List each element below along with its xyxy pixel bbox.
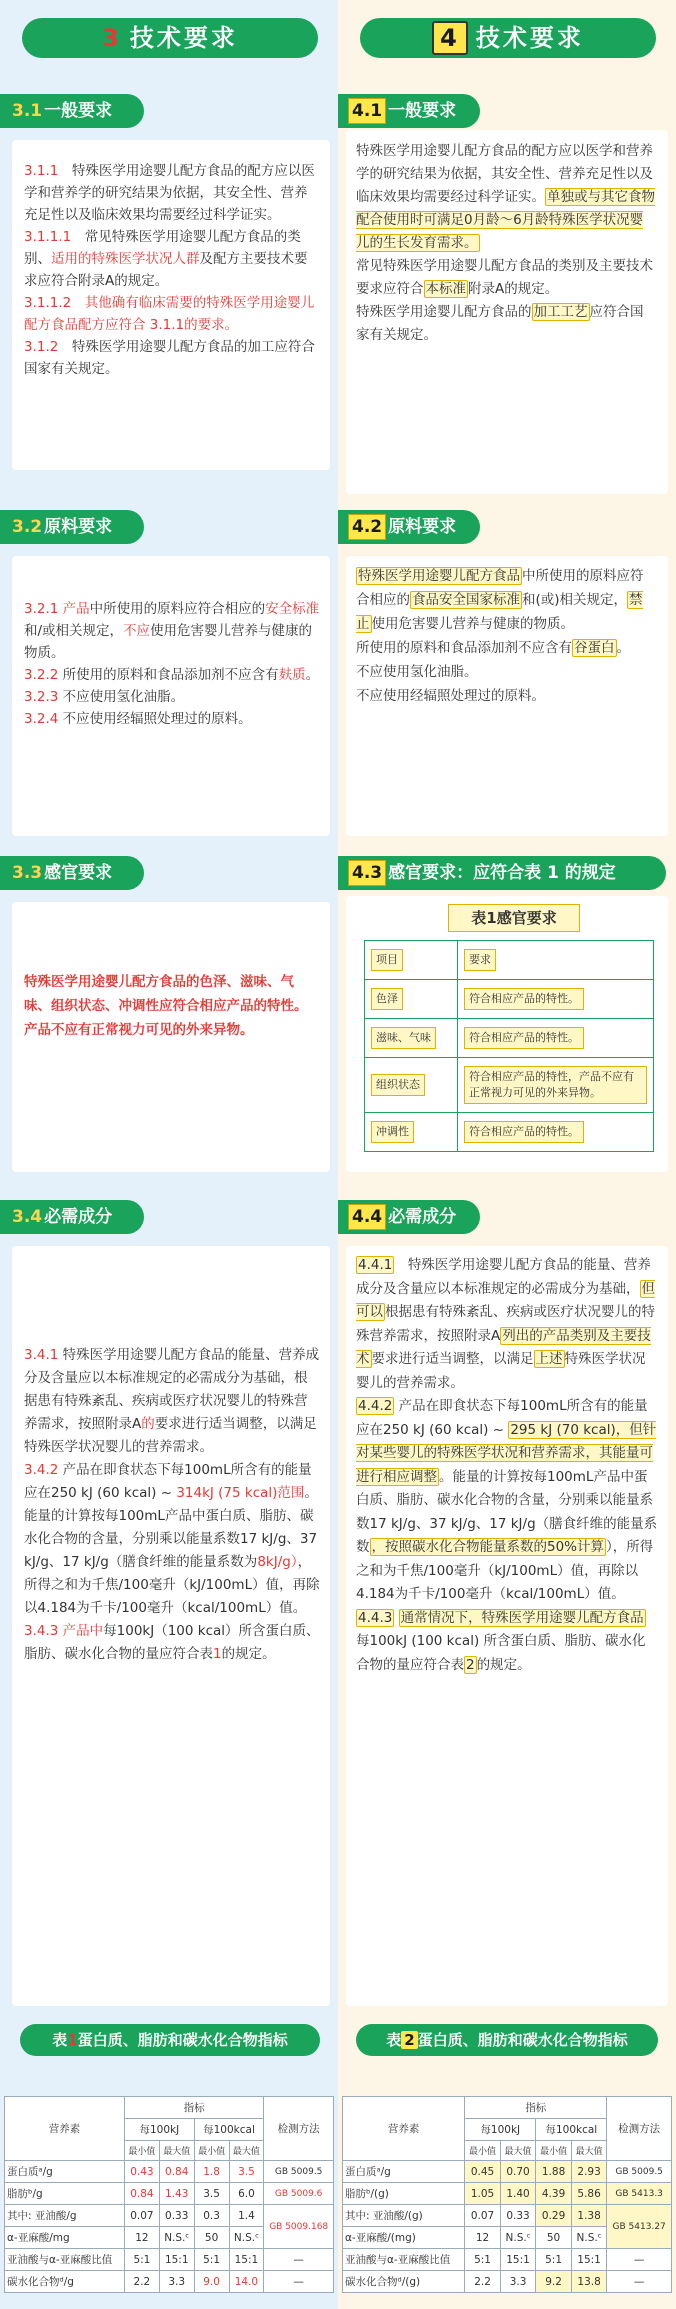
table-cell: 0.84 [159,2161,194,2183]
clause-number: 3.2.3 [24,689,59,705]
clause-text: 不应使用氢化油脂。 [356,664,478,680]
highlighted-text: 上述 [535,1351,563,1367]
section-3-2-text [24,598,320,730]
clause-red-text: 产品 [62,601,90,617]
nutrient-name: 其中: 亚油酸/g [5,2205,125,2227]
method-cell: — [607,2249,672,2271]
table-cell: 0.43 [124,2161,159,2183]
clause-text: 产品在即食状态下每100mL所含有的能量应在250 kJ (60 kcal) ~ [24,1462,312,1501]
col-per-kj: 每100kJ [124,2119,194,2141]
nutrient-name: α-亚麻酸/mg [5,2227,125,2249]
highlighted-text: 禁止 [356,592,643,632]
left-nutrient-table [4,2096,334,2293]
method-cell: GB 5009.168 [264,2205,334,2249]
clause-red-text: 3.1.1.2 其他确有临床需要的特殊医学用途婴儿配方食品配方应符合 3.1.1的要求。 [24,295,315,333]
section-4-1-text [356,140,656,347]
col-index: 指标 [465,2097,607,2119]
table-row [365,1058,654,1113]
clause-text: 特殊医学用途婴儿配方食品的配方应以医学和营养学的研究结果为依据，其安全性、营养充足性以及临床效果均需要经过科学证实。 [24,163,315,223]
table-cell: 0.33 [159,2205,194,2227]
clause-text: 要求进行适当调整，以满足 [371,1351,534,1367]
table-cell: 0.45 [465,2161,501,2183]
right-banner-number: 4 [432,21,468,55]
table-title-number: 2 [401,2031,417,2049]
clause-text: 中所使用的原料应符合相应的 [89,601,266,617]
table-row [5,2271,334,2293]
clause-red-text: 适用的特殊医学状况人群 [51,251,200,267]
clause-text: 要求进行适当调整，以满足特殊医学状况婴儿的营养需求。 [24,1416,317,1455]
table-cell: 15:1 [571,2249,607,2271]
section-title: 原料要求 [44,517,113,537]
section-3-3-header [0,856,144,890]
method-cell: GB 5413.3 [607,2183,672,2205]
col-min: 最小值 [536,2141,572,2161]
right-nutrient-table [342,2096,672,2293]
col-index: 指标 [124,2097,263,2119]
clause-text: 特殊医学用途婴儿配方食品的能量、营养成分及含量应以本标准规定的必需成分为基础， [356,1257,651,1297]
section-3-4-header [0,1200,144,1234]
clause-red-text: 产品中 [62,1623,104,1639]
method-cell: GB 5009.5 [264,2161,334,2183]
section-title: 必需成分 [44,1207,113,1227]
nutrient-name: 碳水化合物ᵈ/g [5,2271,125,2293]
col-min: 最小值 [465,2141,501,2161]
table-cell: 1.4 [229,2205,264,2227]
col-nutrient: 营养素 [5,2097,125,2161]
table-row [5,2161,334,2183]
method-cell: — [264,2271,334,2293]
clause-text: 根据患有特殊紊乱、疾病或医疗状况婴儿的特殊营养需求，按照附录A [356,1304,655,1344]
section-4-2-text [356,564,656,708]
table-title-text: 蛋白质、脂肪和碳水化合物指标 [77,2031,288,2049]
clause-number: 3.4.1 [24,1347,59,1363]
col-per-kcal: 每100kcal [194,2119,264,2141]
highlighted-text: 列出的产品类别及主要技术 [356,1327,651,1367]
table-title-text: 蛋白质、脂肪和碳水化合物指标 [417,2031,628,2049]
highlighted-text: 295 kJ (70 kcal)，但针对某些婴儿的特殊医学状况和营养需求，其能量可进行相应调整 [356,1421,657,1485]
table-cell: 1.38 [571,2205,607,2227]
table-cell: 符合相应产品的特性。 [464,1121,584,1143]
clause-number: 3.1.1 [24,163,59,179]
clause-red-text: 的 [141,1416,155,1432]
clause-number: 3.4.3 [24,1623,59,1639]
clause-red-text: 1 [213,1646,222,1662]
section-title: 感官要求：应符合表 1 的规定 [388,863,616,883]
clause-text: 特殊医学用途婴儿配方食品的加工应符合国家有关规定。 [24,339,315,377]
nutrient-name: 脂肪ᵇ/(g) [343,2183,465,2205]
clause-red-text: 8kJ/g） [257,1554,298,1570]
nutrient-name: 蛋白质ᵃ/g [343,2161,465,2183]
section-number: 4.1 [348,98,386,124]
table-row [343,2205,672,2227]
table-title-prefix: 表 [52,2031,68,2049]
table-cell: 1.88 [536,2161,572,2183]
section-3-1-header [0,94,144,128]
clause-text: 的规定。 [221,1646,276,1662]
highlighted-text: 谷蛋白 [574,640,615,656]
method-cell: GB 5413.27 [607,2205,672,2249]
table-cell: 1.43 [159,2183,194,2205]
table-cell: 9.0 [194,2271,229,2293]
clause-text: ），所得之和为千焦/100毫升（kJ/100mL）值，再除以4.184为千卡/100毫升（kcal/100mL）值。 [356,1539,654,1602]
clause-number: 3.2.2 [24,667,59,683]
table-cell: 符合相应产品的特性。 [464,1027,584,1049]
method-cell: GB 5009.5 [607,2161,672,2183]
table-row [5,2205,334,2227]
clause-text: 不应使用氢化油脂。 [62,689,185,705]
table-cell: N.S.ᶜ [229,2227,264,2249]
nutrient-name: 碳水化合物ᵈ/(g) [343,2271,465,2293]
clause-number: 4.4.1 [358,1257,393,1273]
clause-text: 中所使用的原料应符合相应的 [356,568,644,608]
table-cell: 12 [465,2227,501,2249]
clause-red-text: 麸质 [278,667,306,683]
table-cell: 0.70 [500,2161,536,2183]
method-cell: GB 5009.6 [264,2183,334,2205]
section-number: 4.2 [348,514,386,540]
table-cell: 3.3 [159,2271,194,2293]
table-cell: 0.07 [465,2205,501,2227]
clause-number: 3.2.4 [24,711,59,727]
section-title: 一般要求 [44,101,113,121]
table-cell: 色泽 [371,988,403,1010]
table-header: 要求 [464,949,496,971]
section-4-4-text [356,1254,658,1677]
clause-text: 不应使用经辐照处理过的原料。 [62,711,252,727]
section-3-2-header [0,510,144,544]
col-max: 最大值 [159,2141,194,2161]
table-cell: 3.5 [194,2183,229,2205]
table-cell: N.S.ᶜ [571,2227,607,2249]
section-4-2-header [338,510,480,544]
left-banner-number: 3 [102,24,122,52]
section-3-1-text [24,160,320,380]
section-3-3-text: 特殊医学用途婴儿配方食品的色泽、滋味、气味、组织状态、冲调性应符合相应产品的特性。产品不应有正常视力可见的外来异物。 [24,974,308,1038]
table-row [343,2271,672,2293]
section-title: 必需成分 [388,1207,457,1227]
sensory-table [364,940,654,1152]
clause-text: 应符合国家有关规定。 [356,304,644,343]
clause-text: 。 [305,667,320,683]
clause-number: 3.4.2 [24,1462,59,1478]
clause-text: 常见特殊医学用途婴儿配方食品的类别、 [24,229,301,267]
col-max: 最大值 [229,2141,264,2161]
clause-number: 4.4.3 [358,1609,393,1626]
method-cell: — [607,2271,672,2293]
clause-text: 特殊医学用途婴儿配方食品的能量、营养成分及含量应以本标准规定的必需成分为基础，根据患有特殊紊乱、疾病或医疗状况婴儿的特殊营养需求，按照附录A [24,1347,320,1432]
table-cell: 0.29 [536,2205,572,2227]
section-title: 感官要求 [44,863,113,883]
col-max: 最大值 [571,2141,607,2161]
clause-text: 。 [616,640,630,656]
table-title-number: 1 [67,2031,78,2049]
nutrient-name: 亚油酸与α-亚麻酸比值 [5,2249,125,2271]
table-cell: 1.8 [194,2161,229,2183]
table-cell: 9.2 [536,2271,572,2293]
clause-red-text: 安全标准 [265,601,320,617]
highlighted-text: 通常情况下，特殊医学用途婴儿配方食品 [400,1609,644,1626]
table-row [343,2161,672,2183]
clause-number: 3.1.2 [24,339,59,355]
nutrient-name: α-亚麻酸/(mg) [343,2227,465,2249]
nutrient-name: 脂肪ᵇ/g [5,2183,125,2205]
table-title-prefix: 表 [386,2031,402,2049]
table-row [365,980,654,1019]
clause-text: ，所得之和为千焦/100毫升（kJ/100mL）值，再除以4.184为千卡/100毫升（kcal/100mL）值。 [24,1554,320,1616]
table-cell: 5:1 [465,2249,501,2271]
highlighted-text: 但可以 [356,1280,655,1320]
table-cell: 冲调性 [371,1121,414,1143]
table-cell: 15:1 [229,2249,264,2271]
highlighted-text: ，按照碳水化合物能量系数的50%计算 [371,1539,605,1555]
table-cell: 2.93 [571,2161,607,2183]
left-banner-title: 技术要求 [129,24,238,52]
clause-red-text: 不应 [123,623,151,639]
clause-text: 附录A的规定。 [468,281,559,297]
right-banner-title: 技术要求 [475,24,584,52]
section-4-1-header [338,94,480,128]
section-title: 原料要求 [388,517,457,537]
clause-text: 不应使用经辐照处理过的原料。 [356,688,545,704]
clause-number: 3.2.1 [24,601,59,617]
clause-text: 所使用的原料和食品添加剂不应含有 [356,640,572,656]
table-row [5,2183,334,2205]
table-cell: 2.2 [124,2271,159,2293]
table-cell: 15:1 [159,2249,194,2271]
table-row [365,941,654,980]
table-cell: N.S.ᶜ [159,2227,194,2249]
table-cell: N.S.ᶜ [500,2227,536,2249]
nutrient-name: 蛋白质ᵃ/g [5,2161,125,2183]
table-cell: 符合相应产品的特性，产品不应有正常视力可见的外来异物。 [464,1066,647,1104]
clause-text: 特殊医学状况婴儿的营养需求。 [356,1351,646,1391]
clause-text: 。能量的计算按每100mL产品中蛋白质、脂肪、碳水化合物的含量，分别乘以能量系数17 kJ/g、37 kJ/g、17 kJ/g（膳食纤维的能量系数 [356,1468,658,1555]
clause-text: 。能量的计算按每100mL产品中蛋白质、脂肪、碳水化合物的含量，分别乘以能量系数17 kJ/g、37 kJ/g、17 kJ/g（膳食纤维的能量系数为 [24,1485,318,1570]
section-number: 4.3 [348,860,386,886]
table-cell: 符合相应产品的特性。 [464,988,584,1010]
col-min: 最小值 [194,2141,229,2161]
col-per-kj: 每100kJ [465,2119,536,2141]
table-cell: 14.0 [229,2271,264,2293]
table-row [365,1113,654,1152]
clause-number: 3.1.1.1 [24,229,72,245]
table-cell: 5:1 [194,2249,229,2271]
nutrient-name: 其中: 亚油酸/(g) [343,2205,465,2227]
table-cell: 0.33 [500,2205,536,2227]
table-cell: 5:1 [536,2249,572,2271]
col-min: 最小值 [124,2141,159,2161]
table-header: 项目 [371,949,403,971]
table-cell: 滋味、气味 [371,1027,436,1049]
clause-text: 每100kJ（100 kcal）所含蛋白质、脂肪、碳水化合物的量应符合表 [24,1623,320,1662]
table-row [343,2249,672,2271]
method-cell: — [264,2249,334,2271]
table-cell: 0.07 [124,2205,159,2227]
table-row [5,2249,334,2271]
table-cell: 12 [124,2227,159,2249]
col-nutrient: 营养素 [343,2097,465,2161]
section-title: 一般要求 [388,101,457,121]
clause-text: 特殊医学用途婴儿配方食品的 [356,304,532,320]
col-per-kcal: 每100kcal [536,2119,607,2141]
col-method: 检测方法 [607,2097,672,2161]
highlighted-text: 加工工艺 [533,304,588,320]
table-cell: 3.3 [500,2271,536,2293]
clause-text: 及配方主要技术要求应符合附录A的规定。 [24,251,308,289]
table-cell: 1.05 [465,2183,501,2205]
highlighted-text: 本标准 [425,281,466,297]
table-cell: 4.39 [536,2183,572,2205]
clause-red-text: 314kJ (75 kcal)范围 [176,1485,305,1501]
section-number: 3.1 [12,101,43,121]
highlighted-text: 食品安全国家标准 [412,592,520,608]
table-cell: 0.84 [124,2183,159,2205]
table-cell: 50 [536,2227,572,2249]
clause-number: 4.4.2 [358,1398,393,1414]
clause-text: 所使用的原料和食品添加剂不应含有 [62,667,279,683]
section-number: 3.3 [12,863,43,883]
highlighted-text: 2 [466,1656,475,1673]
clause-text: 特殊医学用途婴儿配方食品的配方应以医学和营养学的研究结果为依据，其安全性、营养充足性以及临床效果均需要经过科学证实。 [356,143,653,205]
section-number: 4.4 [348,1204,386,1230]
clause-text: 每100kJ (100 kcal) 所含蛋白质、脂肪、碳水化合物的量应符合表 [356,1633,646,1673]
clause-text: 和/或相关规定， [24,623,124,639]
sensory-table-title: 表1感官要求 [448,904,580,932]
clause-text: 产品在即食状态下每100mL所含有的能量应在250 kJ (60 kcal) ~ [356,1398,648,1438]
right-table-title [356,2024,658,2056]
left-banner [22,18,318,58]
col-method: 检测方法 [264,2097,334,2161]
table-cell: 2.2 [465,2271,501,2293]
table-cell: 6.0 [229,2183,264,2205]
table-cell: 50 [194,2227,229,2249]
table-cell: 0.3 [194,2205,229,2227]
table-cell: 15:1 [500,2249,536,2271]
section-number: 3.4 [12,1207,43,1227]
table-cell: 5:1 [124,2249,159,2271]
table-cell: 5.86 [571,2183,607,2205]
clause-text: 的规定。 [476,1656,531,1673]
section-4-3-header [338,856,666,890]
table-row [365,1019,654,1058]
table-cell: 1.40 [500,2183,536,2205]
highlighted-text: 特殊医学用途婴儿配方食品 [358,568,520,584]
col-max: 最大值 [500,2141,536,2161]
clause-text: 和(或)相关规定， [522,592,628,608]
table-cell: 13.8 [571,2271,607,2293]
table-row [343,2183,672,2205]
section-3-4-text [24,1344,320,1666]
right-banner [360,18,656,58]
left-table-title [20,2024,320,2056]
table-cell: 3.5 [229,2161,264,2183]
clause-text: 常见特殊医学用途婴儿配方食品的类别及主要技术要求应符合 [356,258,653,297]
highlighted-text: 单独或与其它食物配合使用时可满足0月龄～6月龄特殊医学状况婴儿的生长发育需求。 [356,189,655,251]
nutrient-name: 亚油酸与α-亚麻酸比值 [343,2249,465,2271]
clause-text: 使用危害婴儿营养与健康的物质。 [371,616,574,632]
table-cell: 组织状态 [371,1074,425,1096]
section-4-4-header [338,1200,480,1234]
clause-text: 使用危害婴儿营养与健康的物质。 [24,623,313,661]
section-number: 3.2 [12,517,43,537]
right-column [338,0,676,2309]
